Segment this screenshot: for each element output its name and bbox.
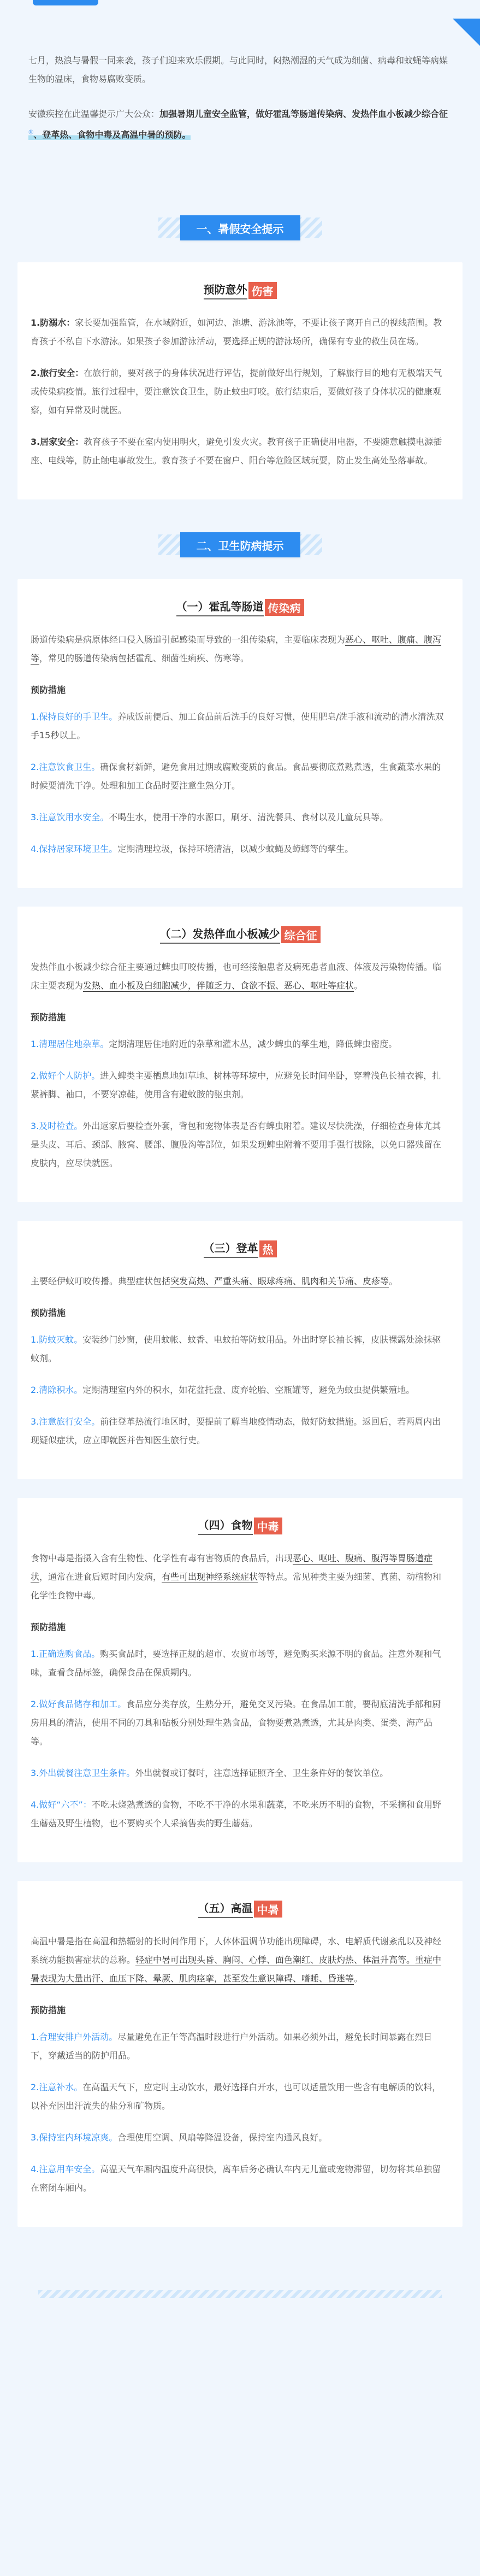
footnote-marker[interactable]: ① xyxy=(28,129,34,136)
list-item: 1.保持良好的手卫生。养成饭前便后、加工食品前后洗手的良好习惯，使用肥皂/洗手液和流动的清水清洗双手15秒以上。 xyxy=(31,711,444,741)
intro-paragraph-1: 七月，热浪与暑假一同来袭，孩子们迎来欢乐假期。与此同时，闷热潮湿的天气成为细菌、病毒和蚊蝇等病媒生物的温床，食物易腐败变质。 xyxy=(28,55,448,84)
list-item: 4.注意用车安全。高温天气车厢内温度升高很快，离车后务必确认车内无儿童或宠物滞留，切勿将其单独留在密闭车厢内。 xyxy=(31,2164,441,2193)
list-item: 4.保持居家环境卫生。定期清理垃圾，保持环境清洁，以减少蚊蝇及蟑螂等的孳生。 xyxy=(31,844,354,855)
card-title: （五）高温 xyxy=(198,1899,253,1918)
card-title: 预防意外 xyxy=(204,281,247,299)
card-tag: 中暑 xyxy=(254,1901,282,1918)
list-item: 2.清除积水。定期清理室内外的积水，如花盆托盘、废弃轮胎、空瓶罐等，避免为蚊虫提供繁殖地。 xyxy=(31,1385,415,1396)
intro-paragraph-2: 安徽疾控在此温馨提示广大公众：加强暑期儿童安全监管，做好霍乱等肠道传染病、发热伴血小板减少综合征①、登革热、食物中毒及高温中暑的预防。 xyxy=(28,109,448,140)
list-item: 1.清理居住地杂草。定期清理居住地附近的杂草和灌木丛，减少蜱虫的孳生地，降低蜱虫密度。 xyxy=(31,1039,398,1050)
prevention-heading: 预防措施 xyxy=(31,685,66,696)
list-item: 3.注意饮用水安全。不喝生水，使用干净的水源口，刷牙、清洗餐具、食材以及儿童玩具等。 xyxy=(31,812,389,823)
top-strip xyxy=(0,0,480,8)
list-item: 2.旅行安全：在旅行前，要对孩子的身体状况进行评估，提前做好出行规划，了解旅行目的地有无极端天气或传染病疫情。旅行过程中，要注意饮食卫生，防止蚊虫叮咬。旅行结束后，要做好孩子身体状况的健康观察，如有异常及时就医。 xyxy=(31,368,442,416)
intro xyxy=(0,8,480,183)
prevention-heading: 预防措施 xyxy=(31,1622,66,1633)
section-title-safety: 一、暑假安全提示 xyxy=(158,210,322,246)
list-item: 3.居家安全：教育孩子不要在室内使用明火，避免引发火灾。教育孩子正确使用电器，不要随意触摸电源插座、电线等，防止触电事故发生。教育孩子不要在窗户、阳台等危险区域玩耍，防止发生高处坠落事故。 xyxy=(31,437,442,466)
card-heat xyxy=(17,1881,463,2227)
list-item: 1.防蚊灭蚊。安装纱门纱窗，使用蚊帐、蚊香、电蚊拍等防蚊用品。外出时穿长袖长裤，皮肤裸露处涂抹驱蚊剂。 xyxy=(31,1334,441,1364)
list-item: 1.合理安排户外活动。尽量避免在正午等高温时段进行户外活动。如果必须外出，避免长时间暴露在烈日下，穿戴适当的防护用品。 xyxy=(31,2032,432,2061)
prevention-heading: 预防措施 xyxy=(31,1308,66,1319)
list-item: 3.注意旅行安全。前往登革热流行地区时，要提前了解当地疫情动态，做好防蚊措施。返回后，若两周内出现疑似症状，应立即就医并告知医生旅行史。 xyxy=(31,1416,441,1446)
card-tag: 综合征 xyxy=(281,926,321,943)
card-title: （一）霍乱等肠道 xyxy=(176,598,264,616)
card-tag: 伤害 xyxy=(248,282,277,299)
card-title: （四）食物 xyxy=(198,1516,253,1535)
card-lead: 高温中暑是指在高温和热辐射的长时间作用下，人体体温调节功能出现障碍，水、电解质代谢紊乱以及神经系统功能损害症状的总称。轻症中暑可出现头昏、胸闷、心悸、面色潮红、皮肤灼热、体温升高等。重症中暑表现为大量出汗、血压下降、晕厥、肌肉痉挛，甚至发生意识障碍、嗜睡、昏迷等。 xyxy=(31,1936,442,1984)
list-item: 3.及时检查。外出返家后要检查外套，背包和宠物体表是否有蜱虫附着。建议尽快洗澡，仔细检查身体尤其是头皮、耳后、颈部、腋窝、腰部、腹股沟等部位，如果发现蜱虫附着不要用手强行拔除，以免口器残留在皮肤内，应尽快就医。 xyxy=(31,1121,442,1169)
section-title-health: 二、卫生防病提示 xyxy=(158,527,322,563)
card-tag: 中毒 xyxy=(254,1518,282,1534)
prevention-heading: 预防措施 xyxy=(31,2005,66,2016)
list-item: 2.做好个人防护。进入蜱类主要栖息地如草地、树林等环境中，应避免长时间坐卧，穿着浅色长袖衣裤，扎紧裤脚、袖口，不要穿凉鞋，使用含有避蚊胺的驱虫剂。 xyxy=(31,1071,441,1100)
list-item: 2.注意饮食卫生。确保食材新鲜，避免食用过期或腐败变质的食品。食品要彻底煮熟煮透，生食蔬菜水果的时候要清洗干净。处理和加工食品时要注意生熟分开。 xyxy=(31,762,441,791)
list-item: 1.防溺水：家长要加强监管，在水域附近，如河边、池塘、游泳池等，不要让孩子离开自己的视线范围。教育孩子不私自下水游泳。如果孩子参加游泳活动，要选择正规的游泳场所，确保有专业的救生员在场。 xyxy=(31,317,442,347)
card-accident xyxy=(17,262,463,499)
card-lead: 发热伴血小板减少综合征主要通过蜱虫叮咬传播，也可经接触患者及病死患者血液、体液及污染物传播。临床主要表现为发热、血小板及白细胞减少，伴随乏力、食欲不振、恶心、呕吐等症状。 xyxy=(31,962,442,991)
card-cholera xyxy=(17,579,463,888)
card-title: （二）发热伴血小板减少 xyxy=(160,925,280,944)
footer-decor xyxy=(0,2245,480,2322)
list-item: 4.做好“六不”：不吃未烧熟煮透的食物，不吃不干净的水果和蔬菜，不吃来历不明的食物，不采摘和食用野生蘑菇及野生植物，也不要购买个人采摘售卖的野生蘑菇。 xyxy=(31,1799,441,1829)
corner-decor xyxy=(453,19,480,46)
top-decor-tab xyxy=(33,0,98,5)
card-lead: 肠道传染病是病原体经口侵入肠道引起感染而导致的一组传染病，主要临床表现为恶心、呕吐、腹痛、腹泻等，常见的肠道传染病包括霍乱、细菌性痢疾、伤寒等。 xyxy=(31,634,442,664)
card-food xyxy=(17,1498,463,1862)
card-title: （三）登革 xyxy=(204,1239,258,1258)
card-dengue xyxy=(17,1221,463,1479)
card-tag: 传染病 xyxy=(265,599,304,616)
prevention-heading: 预防措施 xyxy=(31,1012,66,1023)
card-lead: 食物中毒是指摄入含有生物性、化学性有毒有害物质的食品后，出现恶心、呕吐、腹痛、腹泻等胃肠道症状，通常在进食后短时间内发病，有些可出现神经系统症状等特点。常见种类主要为细菌、真菌、动植物和化学性食物中毒。 xyxy=(31,1553,442,1601)
list-item: 2.注意补水。在高温天气下，应定时主动饮水，最好选择白开水，也可以适量饮用一些含有电解质的饮料，以补充因出汗流失的盐分和矿物质。 xyxy=(31,2082,441,2112)
card-tag: 热 xyxy=(259,1240,277,1257)
list-item: 2.做好食品储存和加工。食品应分类存放，生熟分开，避免交叉污染。在食品加工前，要彻底清洗手部和厨房用具的清洁，使用不同的刀具和砧板分别处理生熟食品，食物要煮熟煮透，尤其是肉类、蛋类、海产品等。 xyxy=(31,1699,441,1747)
list-item: 1.正确选购食品。购买食品时，要选择正规的超市、农贸市场等，避免购买来源不明的食品。注意外观和气味，查看食品标签，确保食品在保质期内。 xyxy=(31,1649,441,1678)
list-item: 3.外出就餐注意卫生条件。外出就餐或订餐时，注意选择证照齐全、卫生条件好的餐饮单位。 xyxy=(31,1768,389,1779)
card-sfts xyxy=(17,907,463,1202)
list-item: 3.保持室内环境凉爽。合理使用空调、风扇等降温设备，保持室内通风良好。 xyxy=(31,2132,328,2143)
card-lead: 主要经伊蚊叮咬传播。典型症状包括突发高热、严重头痛、眼球疼痛、肌肉和关节痛、皮疹等。 xyxy=(31,1276,398,1287)
